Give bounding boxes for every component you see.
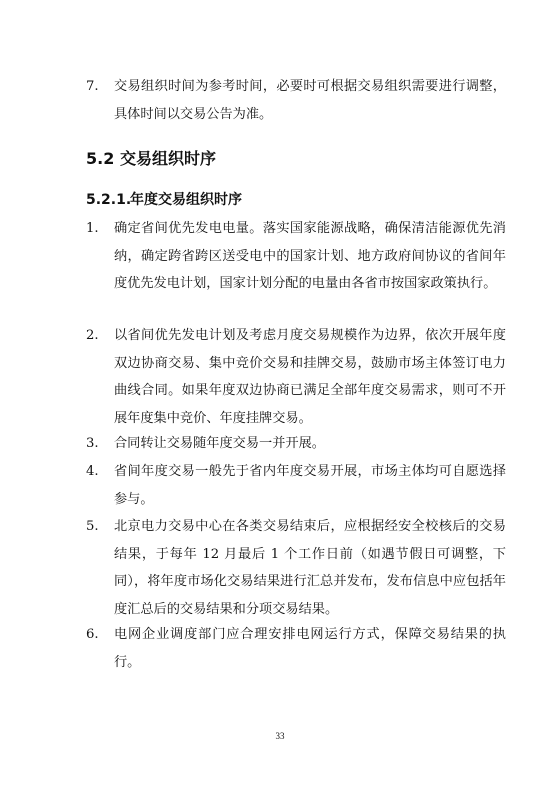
list-item (86, 215, 506, 298)
list-item (86, 73, 506, 128)
section-heading (86, 146, 216, 169)
list-item-text: 省间年度交易一般先于省内年度交易开展，市场主体均可自愿选择参与。 (114, 464, 506, 507)
list-item-number: 3. (86, 436, 99, 451)
list-item-text: 交易组织时间为参考时间，必要时可根据交易组织需要进行调整，具体时间以交易公告为准。 (114, 79, 506, 122)
list-item (86, 458, 506, 513)
list-item-number: 1. (86, 221, 99, 236)
list-item-number: 2. (86, 328, 99, 343)
subsection-number: 5.2.1. (86, 192, 132, 208)
list-item-number: 4. (86, 464, 99, 479)
list-item-number: 5. (86, 519, 99, 534)
list-item (86, 322, 506, 432)
list-item-number: 7. (86, 79, 99, 94)
section-title: 交易组织时序 (120, 149, 217, 168)
subsection-heading (86, 189, 242, 209)
page-number: 33 (275, 731, 285, 741)
list-item-text: 电网企业调度部门应合理安排电网运行方式，保障交易结果的执行。 (114, 627, 506, 670)
list-item (86, 513, 506, 623)
subsection-title: 年度交易组织时序 (130, 192, 242, 208)
section-number: 5.2 (86, 149, 115, 168)
list-item-text: 合同转让交易随年度交易一并开展。 (114, 436, 325, 451)
list-item (86, 621, 506, 676)
list-item-text: 北京电力交易中心在各类交易结束后，应根据经安全校核后的交易结果，于每年 12 月最后 1 个工作日前（如遇节假日可调整，下同），将年度市场化交易结果进行汇总并发布，发布信息中应包括年度汇总后的交易结果和分项交易结果。 (114, 519, 506, 617)
list-item-number: 6. (86, 627, 99, 642)
list-item-text: 确定省间优先发电电量。落实国家能源战略，确保清洁能源优先消纳，确定跨省跨区送受电中的国家计划、地方政府间协议的省间年度优先发电计划，国家计划分配的电量由各省市按国家政策执行。 (114, 221, 506, 291)
list-item-text: 以省间优先发电计划及考虑月度交易规模作为边界，依次开展年度双边协商交易、集中竞价交易和挂牌交易，鼓励市场主体签订电力曲线合同。如果年度双边协商已满足全部年度交易需求，则可不开展年度集中竞价、年度挂牌交易。 (114, 328, 506, 426)
list-item (86, 430, 506, 458)
